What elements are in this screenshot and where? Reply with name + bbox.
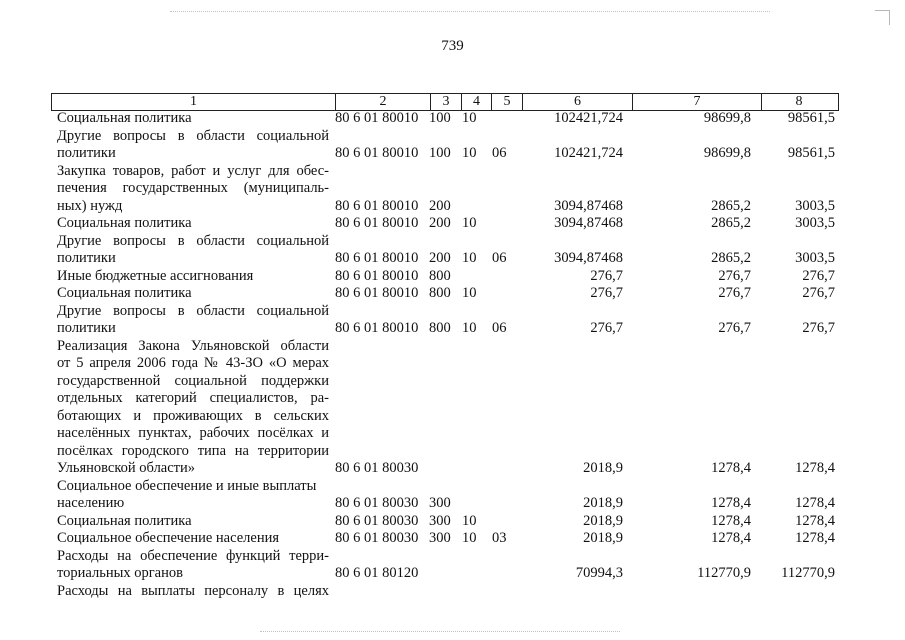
row-value-col7: 276,7 bbox=[718, 267, 751, 284]
row-value-col8: 276,7 bbox=[802, 285, 835, 301]
row-description: ториальных органов bbox=[57, 565, 183, 581]
table-row bbox=[0, 285, 905, 303]
row-value-col7: 1278,4 bbox=[711, 512, 751, 529]
row-section: 10 bbox=[462, 512, 477, 529]
row-code: 80 6 01 80010 bbox=[335, 250, 419, 266]
row-subsection: 06 bbox=[492, 250, 507, 266]
row-description: Социальная политика bbox=[57, 285, 192, 301]
row-value-col6: 3094,87468 bbox=[554, 215, 623, 231]
table-row bbox=[0, 320, 905, 338]
table-row bbox=[0, 180, 905, 198]
row-code: 80 6 01 80010 bbox=[335, 215, 419, 231]
row-value-col6: 102421,724 bbox=[554, 110, 623, 126]
header-col-8: 8 bbox=[761, 94, 836, 110]
table-row bbox=[0, 250, 905, 268]
table-row bbox=[0, 355, 905, 373]
row-value-col6: 2018,9 bbox=[583, 530, 623, 546]
row-section: 10 bbox=[462, 285, 477, 301]
table-row bbox=[0, 373, 905, 391]
row-section: 10 bbox=[462, 320, 477, 336]
row-expense-type: 100 bbox=[429, 145, 451, 161]
table-row bbox=[0, 198, 905, 216]
row-expense-type: 200 bbox=[429, 197, 451, 214]
table-row bbox=[0, 303, 905, 321]
row-value-col7: 112770,9 bbox=[697, 565, 751, 581]
row-value-col7: 2865,2 bbox=[711, 197, 751, 214]
row-description: от 5 апреля 2006 года № 43-ЗО «О мерах bbox=[57, 355, 329, 371]
table-row bbox=[0, 145, 905, 163]
row-expense-type: 200 bbox=[429, 215, 451, 231]
row-value-col7: 276,7 bbox=[718, 320, 751, 336]
table-row bbox=[0, 460, 905, 478]
row-value-col6: 2018,9 bbox=[583, 460, 623, 476]
row-value-col7: 276,7 bbox=[718, 285, 751, 301]
header-col-3: 3 bbox=[430, 94, 461, 110]
row-expense-type: 800 bbox=[429, 320, 451, 336]
table-row bbox=[0, 425, 905, 443]
row-value-col8: 1278,4 bbox=[795, 460, 835, 476]
row-description: Ульяновской области» bbox=[57, 460, 196, 476]
table-body bbox=[0, 110, 905, 600]
row-value-col6: 3094,87468 bbox=[554, 197, 623, 214]
row-description: Социальная политика bbox=[57, 110, 192, 126]
row-description: государственной социальной поддержки bbox=[57, 372, 329, 389]
row-value-col7: 1278,4 bbox=[711, 460, 751, 476]
row-description: Расходы на выплаты персоналу в целях bbox=[57, 582, 329, 599]
scan-artifact-top bbox=[170, 11, 770, 13]
table-row bbox=[0, 565, 905, 583]
row-code: 80 6 01 80010 bbox=[335, 145, 419, 161]
row-description: Социальное обеспечение населения bbox=[57, 530, 280, 546]
row-description: Другие вопросы в области социальной bbox=[57, 232, 329, 249]
row-subsection: 06 bbox=[492, 145, 507, 161]
row-description: Другие вопросы в области социальной bbox=[57, 302, 329, 319]
table-row bbox=[0, 128, 905, 146]
table-row bbox=[0, 215, 905, 233]
row-value-col8: 3003,5 bbox=[795, 250, 835, 266]
table-row bbox=[0, 110, 905, 128]
row-value-col8: 276,7 bbox=[802, 320, 835, 336]
scan-corner-mark bbox=[875, 10, 890, 25]
table-row bbox=[0, 338, 905, 356]
row-expense-type: 200 bbox=[429, 250, 451, 266]
row-code: 80 6 01 80010 bbox=[335, 110, 419, 126]
row-code: 80 6 01 80120 bbox=[335, 565, 419, 581]
row-description: Иные бюджетные ассигнования bbox=[57, 267, 254, 284]
row-section: 10 bbox=[462, 530, 477, 546]
row-code: 80 6 01 80030 bbox=[335, 512, 419, 529]
row-description: ных) нужд bbox=[57, 197, 123, 214]
table-row bbox=[0, 408, 905, 426]
row-description: Реализация Закона Ульяновской области bbox=[57, 337, 329, 354]
row-code: 80 6 01 80030 bbox=[335, 495, 419, 511]
row-expense-type: 300 bbox=[429, 512, 451, 529]
row-value-col7: 2865,2 bbox=[711, 215, 751, 231]
header-col-4: 4 bbox=[461, 94, 491, 110]
row-value-col6: 276,7 bbox=[590, 285, 623, 301]
row-expense-type: 800 bbox=[429, 285, 451, 301]
table-row bbox=[0, 495, 905, 513]
row-value-col8: 112770,9 bbox=[781, 565, 835, 581]
table-row bbox=[0, 268, 905, 286]
row-code: 80 6 01 80030 bbox=[335, 530, 419, 546]
row-value-col7: 1278,4 bbox=[711, 495, 751, 511]
row-value-col7: 98699,8 bbox=[703, 145, 751, 161]
row-expense-type: 300 bbox=[429, 495, 451, 511]
row-code: 80 6 01 80010 bbox=[335, 267, 419, 284]
row-value-col6: 3094,87468 bbox=[554, 250, 623, 266]
row-value-col6: 102421,724 bbox=[554, 145, 623, 161]
row-value-col6: 276,7 bbox=[590, 267, 623, 284]
row-value-col8: 1278,4 bbox=[795, 512, 835, 529]
row-description: посёлках городского типа на территории bbox=[57, 442, 329, 459]
row-description: Расходы на обеспечение функций терри- bbox=[57, 547, 329, 564]
table-row bbox=[0, 583, 905, 601]
header-col-2: 2 bbox=[335, 94, 430, 110]
row-value-col6: 2018,9 bbox=[583, 495, 623, 511]
table-row bbox=[0, 548, 905, 566]
row-description: отдельных категорий специалистов, ра- bbox=[57, 390, 329, 406]
row-subsection: 03 bbox=[492, 530, 507, 546]
row-description: Социальное обеспечение и иные выплаты bbox=[57, 477, 317, 494]
row-description: ботающих и проживающих в сельских bbox=[57, 407, 329, 424]
row-value-col7: 1278,4 bbox=[711, 530, 751, 546]
row-code: 80 6 01 80010 bbox=[335, 197, 419, 214]
row-value-col8: 276,7 bbox=[802, 267, 835, 284]
header-col-5: 5 bbox=[491, 94, 522, 110]
row-value-col7: 98699,8 bbox=[703, 110, 751, 126]
row-expense-type: 300 bbox=[429, 530, 451, 546]
table-row bbox=[0, 233, 905, 251]
row-section: 10 bbox=[462, 215, 477, 231]
row-description: населённых пунктах, рабочих посёлках и bbox=[57, 425, 329, 441]
row-value-col8: 3003,5 bbox=[795, 215, 835, 231]
row-code: 80 6 01 80010 bbox=[335, 285, 419, 301]
table-row bbox=[0, 390, 905, 408]
row-description: политики bbox=[57, 250, 116, 266]
row-description: политики bbox=[57, 320, 116, 336]
row-section: 10 bbox=[462, 250, 477, 266]
row-value-col6: 70994,3 bbox=[575, 565, 623, 581]
table-row bbox=[0, 513, 905, 531]
row-section: 10 bbox=[462, 110, 477, 126]
table-header bbox=[51, 93, 839, 111]
row-description: Другие вопросы в области социальной bbox=[57, 127, 329, 144]
row-description: Социальная политика bbox=[57, 512, 192, 529]
row-expense-type: 100 bbox=[429, 110, 451, 126]
row-description: Социальная политика bbox=[57, 215, 192, 231]
row-description: Закупка товаров, работ и услуг для обес- bbox=[57, 162, 329, 179]
row-section: 10 bbox=[462, 145, 477, 161]
row-code: 80 6 01 80030 bbox=[335, 460, 419, 476]
row-value-col8: 98561,5 bbox=[787, 145, 835, 161]
header-col-1: 1 bbox=[190, 94, 197, 109]
table-row bbox=[0, 443, 905, 461]
table-row bbox=[0, 530, 905, 548]
row-subsection: 06 bbox=[492, 320, 507, 336]
row-value-col8: 1278,4 bbox=[795, 495, 835, 511]
scan-artifact-bottom bbox=[260, 631, 620, 633]
row-value-col7: 2865,2 bbox=[711, 250, 751, 266]
row-expense-type: 800 bbox=[429, 267, 451, 284]
page-number: 739 bbox=[441, 38, 464, 54]
header-col-7: 7 bbox=[632, 94, 761, 110]
row-code: 80 6 01 80010 bbox=[335, 320, 419, 336]
row-value-col8: 98561,5 bbox=[787, 110, 835, 126]
table-row bbox=[0, 478, 905, 496]
table-row bbox=[0, 163, 905, 181]
row-value-col8: 1278,4 bbox=[795, 530, 835, 546]
row-value-col8: 3003,5 bbox=[795, 197, 835, 214]
row-description: печения государственных (муниципаль- bbox=[57, 180, 329, 196]
row-description: населению bbox=[57, 495, 125, 511]
row-value-col6: 2018,9 bbox=[583, 512, 623, 529]
header-col-6: 6 bbox=[522, 94, 632, 110]
row-description: политики bbox=[57, 145, 116, 161]
row-value-col6: 276,7 bbox=[590, 320, 623, 336]
